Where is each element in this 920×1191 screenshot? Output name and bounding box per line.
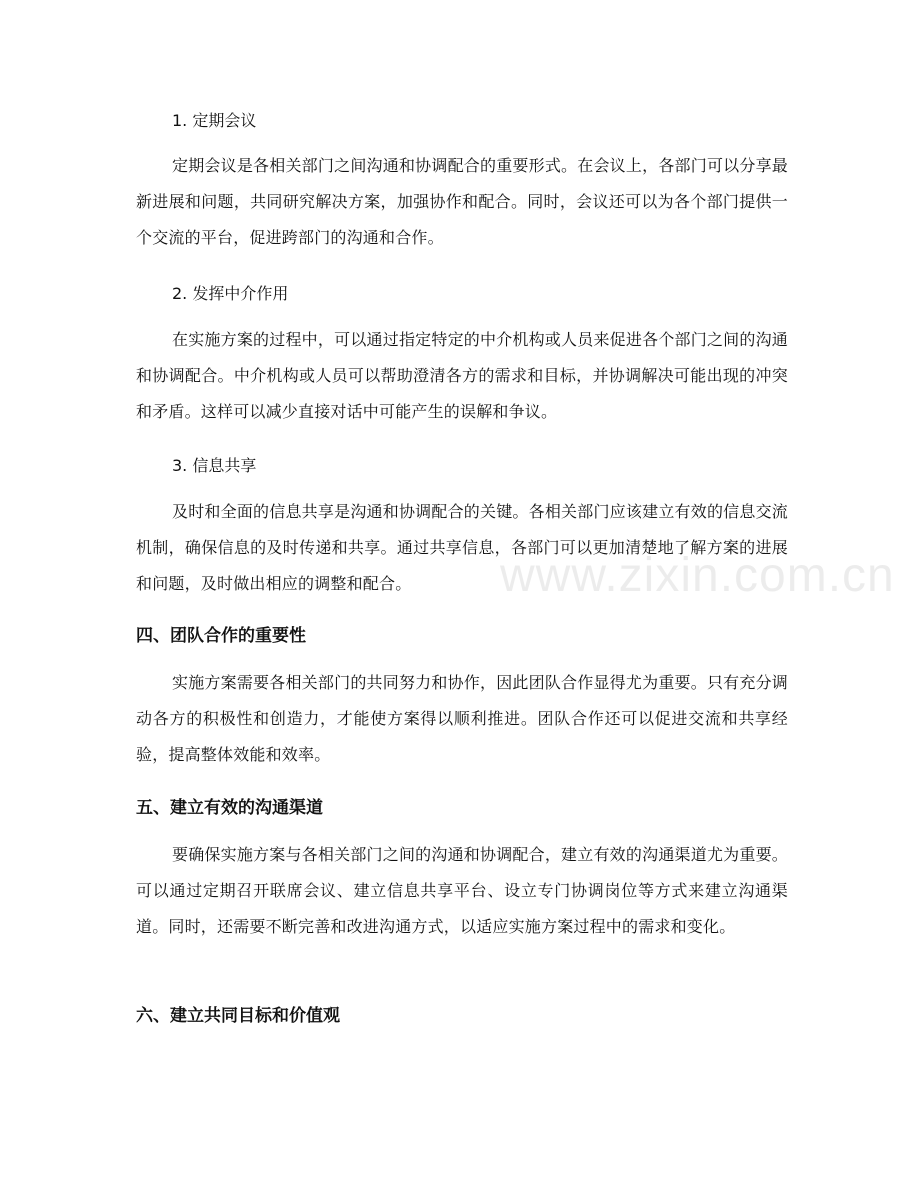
section-heading-channels: 五、建立有效的沟通渠道 <box>136 798 323 818</box>
watermark-text: www.zixin.com.cn <box>500 549 895 602</box>
paragraph-teamwork: 实施方案需要各相关部门的共同努力和协作，因此团队合作显得尤为重要。只有充分调动各方的积极性和创造力，才能使方案得以顺利推进。团队合作还可以促进交流和共享经验，提高整体效能和效率。 <box>136 673 788 764</box>
paragraph-intermediary: 在实施方案的过程中，可以通过指定特定的中介机构或人员来促进各个部门之间的沟通和协调配合。中介机构或人员可以帮助澄清各方的需求和目标，并协调解决可能出现的冲突和矛盾。这样可以减少直接对话中可能产生的误解和争议。 <box>136 330 788 421</box>
paragraph-regular-meetings: 定期会议是各相关部门之间沟通和协调配合的重要形式。在会议上，各部门可以分享最新进展和问题，共同研究解决方案，加强协作和配合。同时，会议还可以为各个部门提供一个交流的平台，促进跨部门的沟通和合作。 <box>136 156 788 247</box>
section-heading-teamwork: 四、团队合作的重要性 <box>136 626 306 646</box>
paragraph-info-sharing: 及时和全面的信息共享是沟通和协调配合的关键。各相关部门应该建立有效的信息交流机制，确保信息的及时传递和共享。通过共享信息，各部门可以更加清楚地了解方案的进展和问题，及时做出相应的调整和配合。 <box>136 502 788 593</box>
subsection-title-regular-meetings: 1. 定期会议 <box>172 111 257 130</box>
subsection-title-intermediary: 2. 发挥中介作用 <box>172 284 289 303</box>
paragraph-channels: 要确保实施方案与各相关部门之间的沟通和协调配合，建立有效的沟通渠道尤为重要。可以通过定期召开联席会议、建立信息共享平台、设立专门协调岗位等方式来建立沟通渠道。同时，还需要不断完善和改进沟通方式，以适应实施方案过程中的需求和变化。 <box>136 845 788 936</box>
subsection-title-info-sharing: 3. 信息共享 <box>172 456 257 475</box>
section-heading-shared-goals: 六、建立共同目标和价值观 <box>136 1006 340 1026</box>
